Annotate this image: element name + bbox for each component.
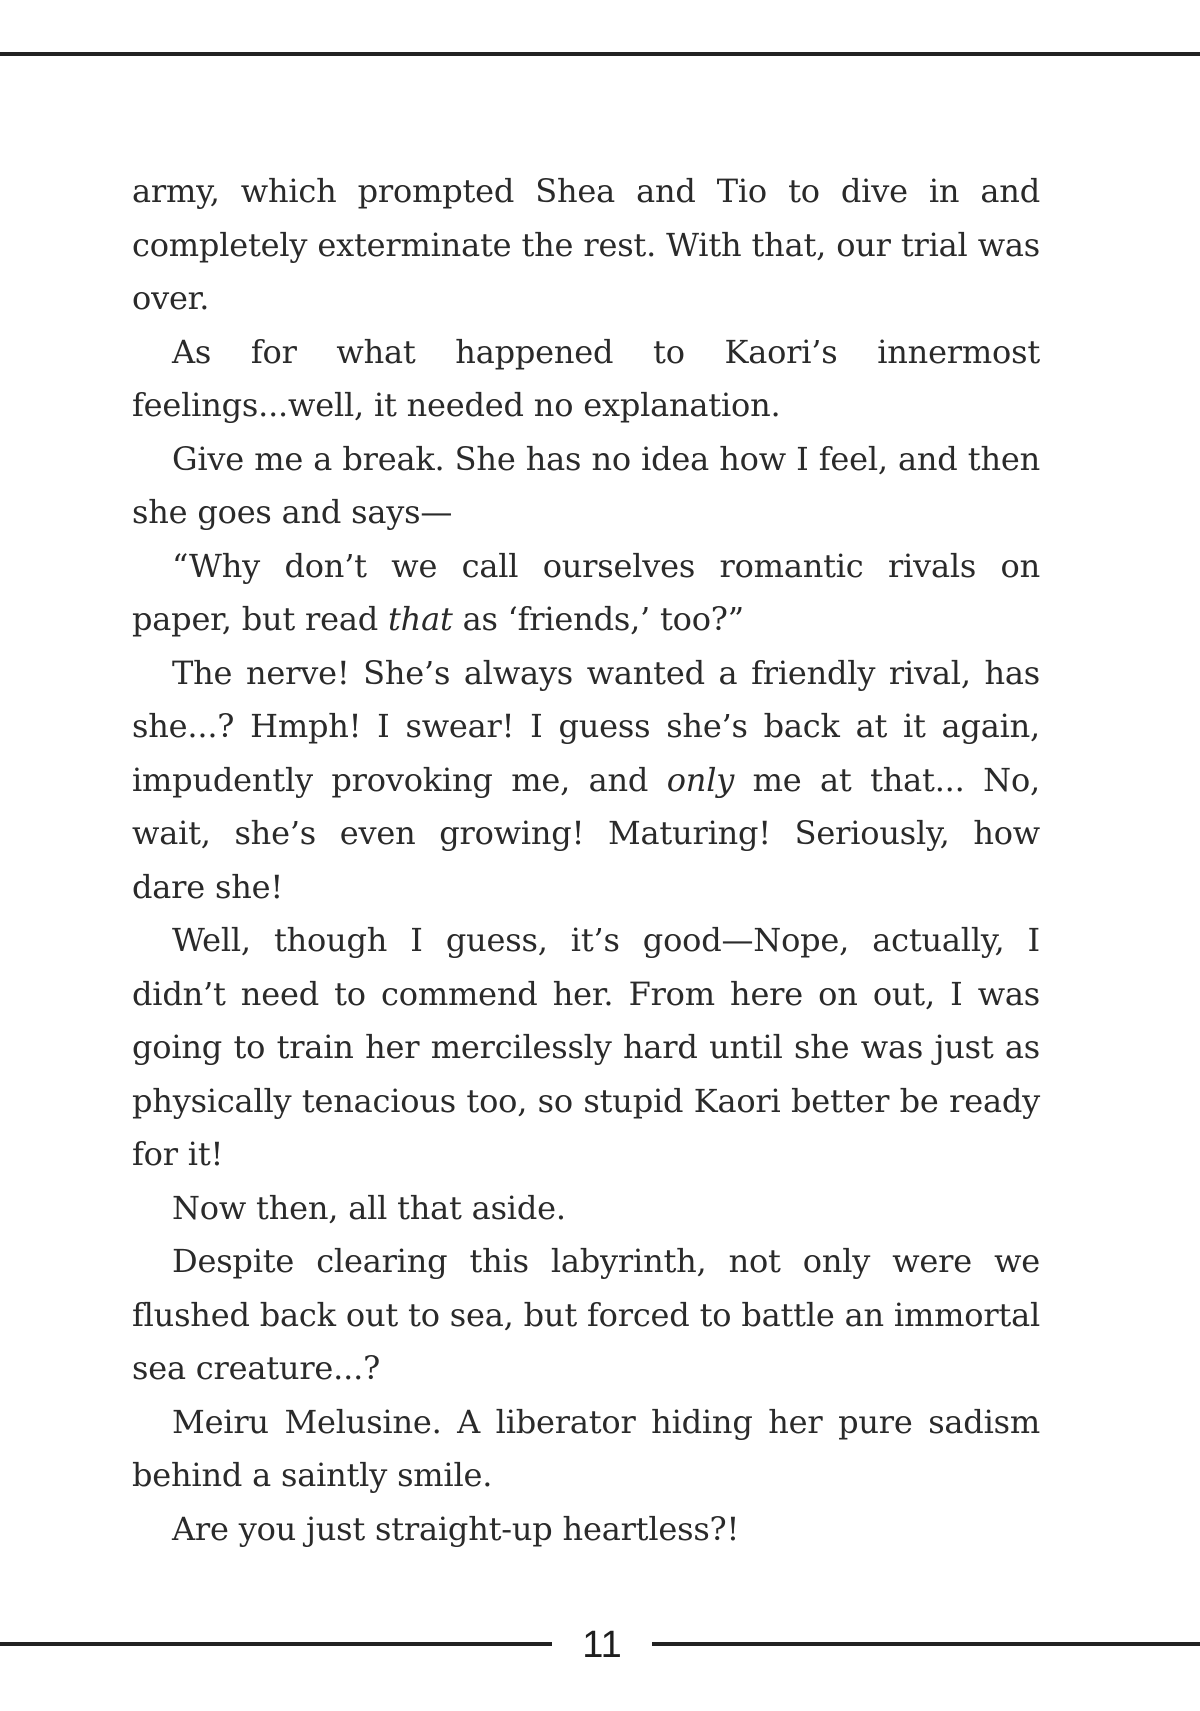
paragraph: Give me a break. She has no idea how I feel, and then she goes and says— xyxy=(132,439,1040,531)
paragraph: army, which prompted Shea and Tio to dive in and completely exterminate the rest. With that, our trial was over. xyxy=(132,172,1040,317)
text-run: me at that... No, wait, she’s even growing! Maturing! Seriously, how dare she! xyxy=(132,760,1040,906)
page-footer xyxy=(0,1615,1200,1675)
paragraph: As for what happened to Kaori’s innermost feelings...well, it needed no explanation. xyxy=(132,332,1040,424)
paragraph xyxy=(132,647,1040,915)
text-run: as ‘friends,’ too?” xyxy=(452,600,744,638)
paragraph: Well, though I guess, it’s good—Nope, actually, I didn’t need to commend her. From here on out, I was going to train her mercilessly hard until she was just as physically tenacious too, so stupid Kaori better be ready for it! xyxy=(132,921,1040,1173)
body-text xyxy=(132,165,1040,1556)
paragraph: Despite clearing this labyrinth, not only were we flushed back out to sea, but forced to battle an immortal sea creature...? xyxy=(132,1242,1040,1387)
emphasis-text: that xyxy=(388,600,453,638)
emphasis-text: only xyxy=(666,760,735,799)
top-rule xyxy=(0,52,1200,56)
paragraph: Now then, all that aside. xyxy=(172,1188,566,1227)
text-run: The nerve! She’s always wanted a friendly rival, has she...? Hmph! I swear! I guess she’s back at it again, impudently provoking me, and xyxy=(132,653,1040,799)
paragraph xyxy=(132,540,1040,647)
footer-rule-left xyxy=(0,1642,552,1646)
paragraph: Are you just straight-up heartless?! xyxy=(172,1509,740,1548)
paragraph: Meiru Melusine. A liberator hiding her pure sadism behind a saintly smile. xyxy=(132,1402,1040,1494)
footer-rule-right xyxy=(652,1642,1200,1646)
text-run: “Why don’t we call ourselves romantic rivals on paper, but read xyxy=(132,546,1040,638)
page-number: 11 xyxy=(582,1624,622,1666)
